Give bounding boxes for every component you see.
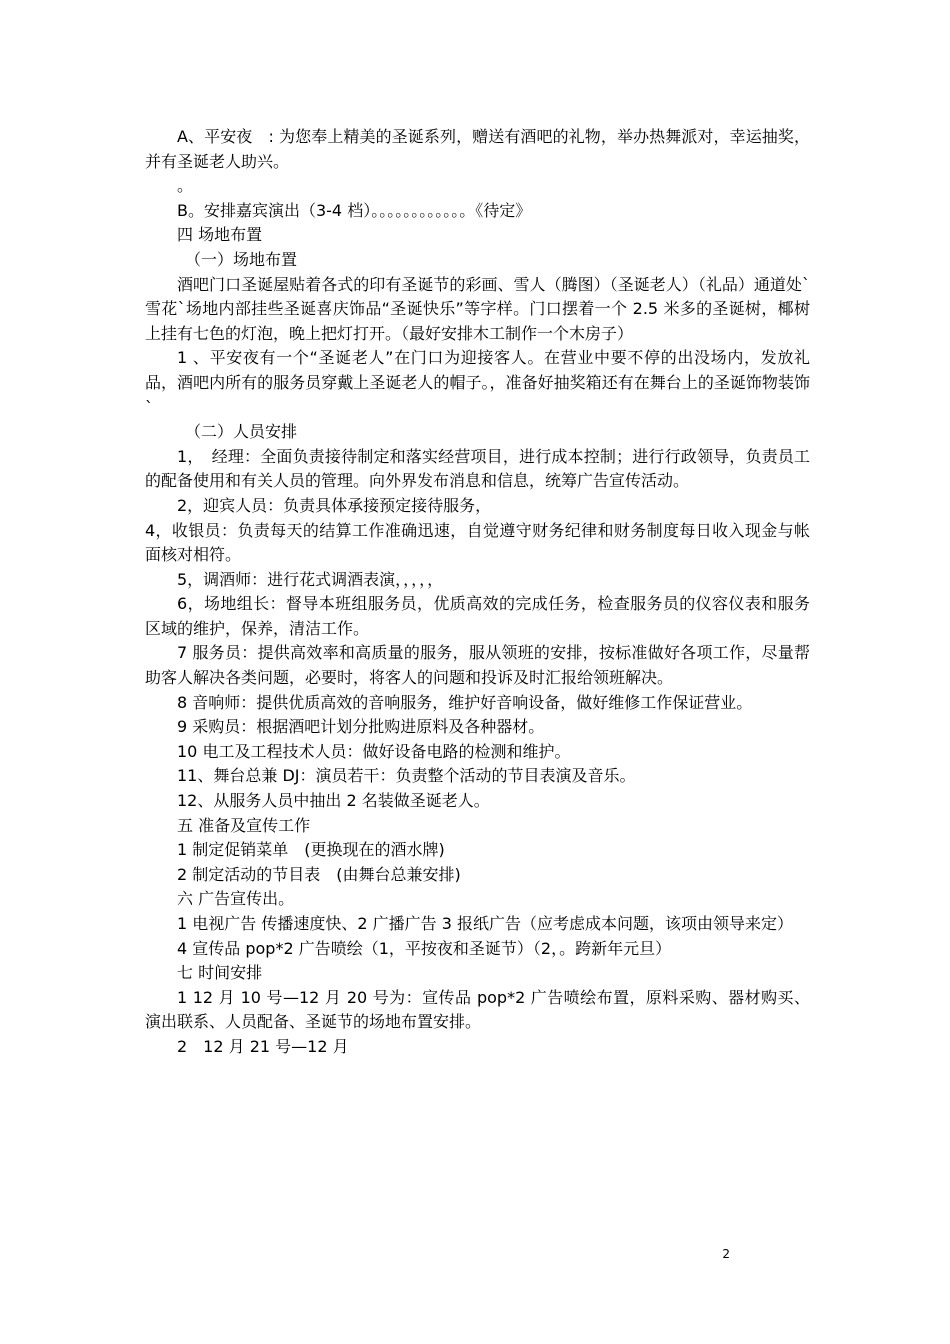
paragraph-purchaser: 9 采购员：根据酒吧计划分批购进原料及各种器材。 [177,717,545,737]
paragraph-bartender: 5，调酒师：进行花式调酒表演，，，，， [177,569,444,589]
paragraph-program-schedule: 2 制定活动的节目表 (由舞台总兼安排) [177,864,461,884]
paragraph-christmas-eve: A、平安夜 : 为您奉上精美的圣诞系列，赠送有酒吧的礼物，举办热舞派对，幸运抽奖，并有圣诞老人助兴。 [145,127,810,171]
paragraph-schedule-1: 1 12 月 10 号—12 月 20 号为：宣传品 pop*2 广告喷绘布置，原料采购、器材购买、演出联系、人员配备、圣诞节的场地布置安排。 [145,987,810,1032]
paragraph-stage-dj: 11、舞台总兼 DJ：演员若干：负责整个活动的节目表演及音乐。 [177,766,636,786]
paragraph-promo-menu: 1 制定促销菜单 (更换现在的酒水牌) [177,840,445,860]
paragraph-manager: 1， 经理：全面负责接待制定和落实经营项目，进行成本控制；进行行政领导，负责员工的配备使用和有关人员的管理。向外界发布消息和信息，统筹广告宣传活动。 [145,446,810,491]
paragraph-schedule-2: 2 12 月 21 号—12 月 [177,1036,349,1056]
paragraph-cashier: 4，收银员：负责每天的结算工作准确迅速，自觉遵守财务纪律和财务制度每日收入现金与帐面核对相符。 [145,520,810,565]
paragraph-venue-decoration: 酒吧门口圣诞屋贴着各式的印有圣诞节的彩画、雪人（腾图）（圣诞老人）（礼品）通道处`雪花`场地内部挂些圣诞喜庆饰品“圣诞快乐”等字样。门口摆着一个 2.5 米多的圣诞树，椰树上挂有七色的灯泡，晚上把灯打开。（最好安排木工制作一个木房子） [145,274,810,343]
paragraph-ad-channels: 1 电视广告 传播速度快、2 广播广告 3 报纸广告（应考虑成本问题，该项由领导来定） [177,914,793,933]
paragraph-promo-materials: 4 宣传品 pop*2 广告喷绘（1，平按夜和圣诞节）（2，。跨新年元旦） [177,938,672,958]
paragraph-waiter: 7 服务员：提供高效率和高质量的服务，服从领班的安排，按标准做好各项工作，尽量帮助客人解决各类问题，必要时，将客人的问题和投诉及时汇报给领班解决。 [145,643,810,688]
section-heading-preparation: 五 准备及宣传工作 [177,815,311,835]
paragraph-floor-leader: 6，场地组长：督导本班组服务员，优质高效的完成任务，检查服务员的仪容仪表和服务区域的维护，保养，清洁工作。 [145,594,810,638]
paragraph-period: 。 [177,176,194,196]
section-heading-schedule: 七 时间安排 [177,963,263,983]
section-heading-advertising: 六 广告宣传出。 [177,889,295,909]
paragraph-santa-staff: 12、从服务人员中抽出 2 名装做圣诞老人。 [177,791,490,811]
paragraph-santa-welcome: 1 、平安夜有一个“圣诞老人”在门口为迎接客人。在营业中要不停的出没场内，发放礼品，酒吧内所有的服务员穿戴上圣诞老人的帽子。，准备好抽奖箱还有在舞台上的圣诞饰物装饰` [145,348,810,417]
paragraph-sound-engineer: 8 音响师：提供优质高效的音响服务，维护好音响设备，做好维修工作保证营业。 [177,692,753,712]
subsection-heading-staff: （二）人员安排 [185,422,298,442]
paragraph-greeter: 2，迎宾人员：负责具体承接预定接待服务， [177,495,492,515]
document-body [145,125,810,1060]
section-heading-venue: 四 场地布置 [177,225,263,245]
subsection-heading-venue: （一）场地布置 [185,249,298,269]
paragraph-electrician: 10 电工及工程技术人员：做好设备电路的检测和维护。 [177,741,571,761]
paragraph-guest-performance: B。安排嘉宾演出（3-4 档）。。。。。。。。。。。。《待定》 [177,200,532,220]
page-number: 2 [722,1247,730,1261]
